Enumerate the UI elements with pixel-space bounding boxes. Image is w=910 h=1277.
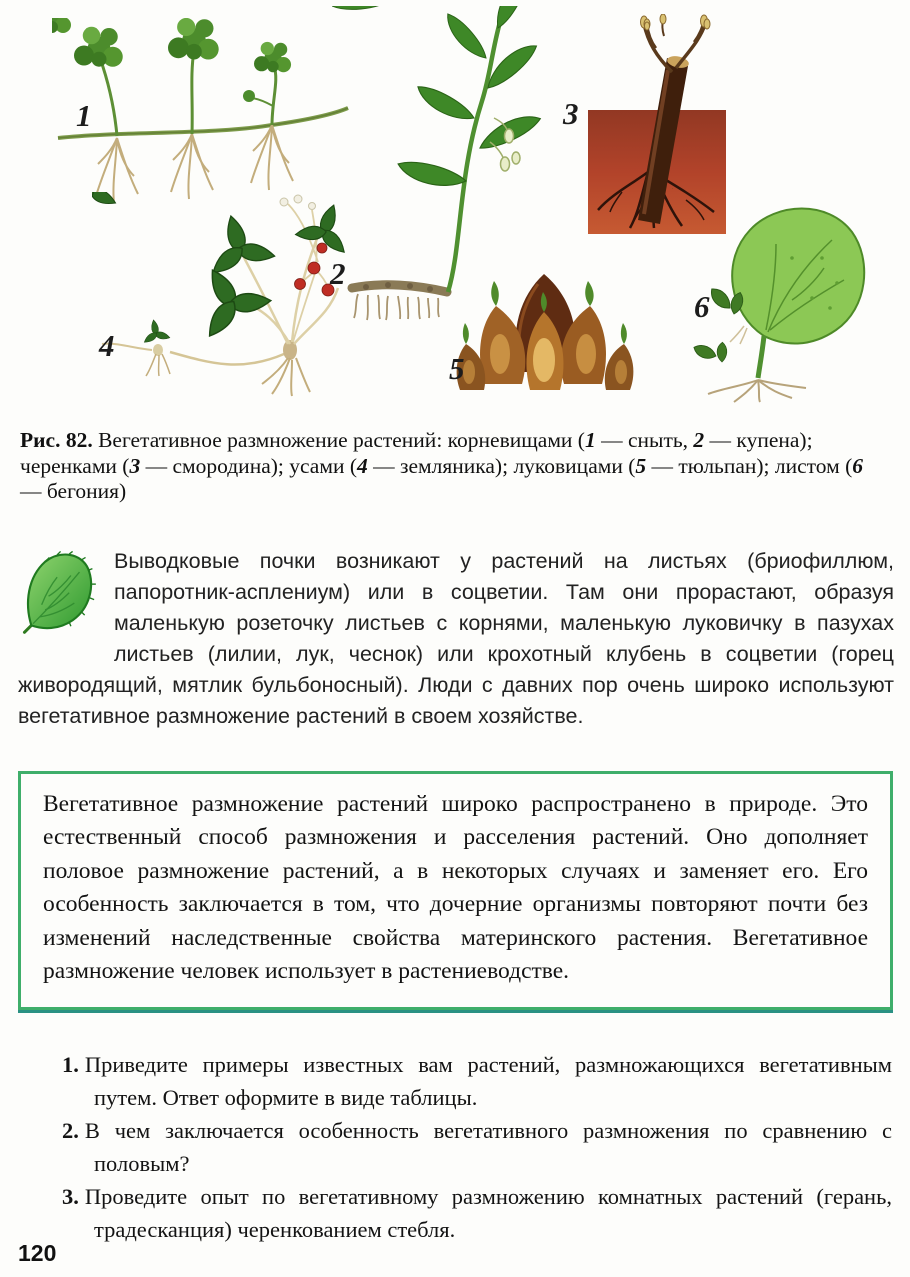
leaf-icon bbox=[18, 548, 98, 634]
strawberry-runner-illustration bbox=[92, 192, 352, 397]
figure-label-2: 2 bbox=[330, 256, 346, 291]
rhizome-shoots-illustration bbox=[52, 18, 352, 213]
highlight-box bbox=[18, 771, 893, 1010]
questions-list bbox=[62, 1048, 892, 1246]
figure-label-5: 5 bbox=[449, 351, 465, 386]
figure-label-4: 4 bbox=[99, 328, 115, 363]
figure-label-1: 1 bbox=[76, 98, 92, 133]
figure-caption: Рис. 82. Вегетативное размножение растений: корневищами (1 — сныть, 2 — купена); черенками (3 — смородина); усами (4 — земляника); луковицами (5 — тюльпан); листом (6 — бегония) bbox=[20, 428, 864, 503]
highlight-text: Вегетативное размножение растений широко распространено в природе. Это естественный способ размножения и расселения растений. Оно дополняет половое размножение растений, а в некоторых случаях и заменяет его. Его особенность заключается в том, что дочерние организмы повторяют почти без изменений наследственные свойства материнского растения. Вегетативное размножение человек использует в растениеводстве. bbox=[43, 790, 868, 984]
tulip-bulbs-illustration bbox=[438, 268, 653, 408]
figure-illustrations bbox=[0, 0, 910, 420]
question-item-2 bbox=[62, 1114, 892, 1180]
question-number-2: 2. bbox=[62, 1117, 79, 1143]
question-text-3: Проведите опыт по вегетативному размножению комнатных растений (герань, традесканция) черенкованием стебля. bbox=[84, 1183, 892, 1242]
figure-label-6: 6 bbox=[694, 289, 710, 324]
question-item-3 bbox=[62, 1180, 892, 1246]
question-number-1: 1. bbox=[62, 1051, 79, 1077]
figure-label-3: 3 bbox=[563, 96, 579, 131]
question-text-1: Приведите примеры известных вам растений, размножающихся вегетативным путем. Ответ оформите в виде таблицы. bbox=[84, 1051, 892, 1110]
intro-paragraph bbox=[18, 546, 894, 732]
question-item-1 bbox=[62, 1048, 892, 1114]
question-number-3: 3. bbox=[62, 1183, 79, 1209]
page-number: 120 bbox=[18, 1240, 57, 1266]
question-text-2: В чем заключается особенность вегетативного размножения по сравнению с половым? bbox=[84, 1117, 892, 1176]
intro-text: Выводковые почки возникают у растений на листьях (бриофиллюм, папоротник-асплениум) или в соцветии. Там они прорастают, образуя маленькую розеточку листьев с корнями, маленькую луковичку в пазухах листьев (лилии, лук, чеснок) или крохотный клубень в соцветии (горец живородящий, мятлик бульбоносный). Люди с давних пор очень широко используют вегетативное размножение растений в своем хозяйстве. bbox=[18, 548, 894, 728]
